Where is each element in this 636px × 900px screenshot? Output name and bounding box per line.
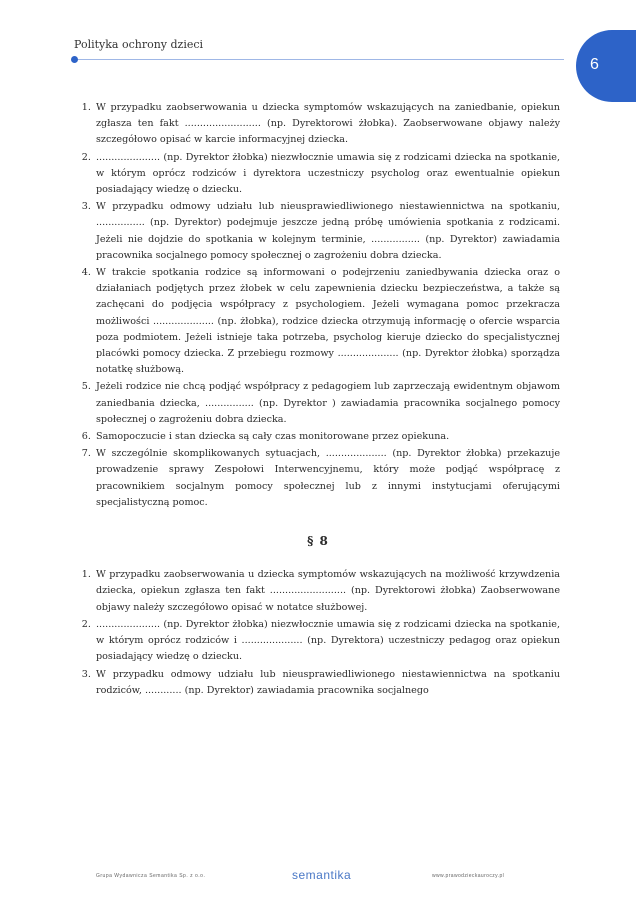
list-item: 7. W szczególnie skomplikowanych sytuacjach, .................... (np. Dyrektor żłobka) przekazuje prowadzenie sprawy Zespołowi Interwencyjnemu, który może podjąć współpracę z pracownikiem socjalnym pomocy społecznej lub z innymi instytucjami oferującymi specjalistyczną pomoc.: [94, 446, 560, 511]
document-body: [76, 100, 560, 700]
footer-publisher: Grupa Wydawnicza Semantika Sp. z o.o.: [96, 873, 206, 879]
list-item: 5. Jeżeli rodzice nie chcą podjąć współpracy z pedagogiem lub zaprzeczają ewidentnym objawom zaniedbania dziecka, ................ (np. Dyrektor ) zawiadamia pracownika socjalnego pomocy społecznej o zagrożeniu dobra dziecka.: [94, 379, 560, 428]
section-2-title: § 8: [307, 534, 329, 549]
footer-website: www.prawodzieckauroczy.pl: [432, 873, 505, 879]
section-2-list: [76, 567, 560, 699]
section-1-list: [76, 100, 560, 511]
list-item: 2. ..................... (np. Dyrektor żłobka) niezwłocznie umawia się z rodzicami dziecka na spotkanie, w którym oprócz rodziców i dyrektora uczestniczy psycholog oraz ewentualnie opiekun posiadający wiedzę o dziecku.: [94, 150, 560, 199]
list-item: 2. ..................... (np. Dyrektor żłobka) niezwłocznie umawia się z rodzicami dziecka na spotkanie, w którym oprócz rodziców i .................... (np. Dyrektora) uczestniczy pedagog oraz opiekun posiadający wiedzę o dziecku.: [94, 617, 560, 666]
page-number: 6: [590, 56, 599, 73]
list-item: 1. W przypadku zaobserwowania u dziecka symptomów wskazujących na możliwość krzywdzenia dziecka, opiekun zgłasza ten fakt ......................... (np. Dyrektorowi żłobka) Zaobserwowane objawy należy szczegółowo opisać w notatce służbowej.: [94, 567, 560, 616]
list-item: 6. Samopoczucie i stan dziecka są cały czas monitorowane przez opiekuna.: [94, 429, 560, 445]
page-badge: [576, 30, 636, 102]
footer-logo: semantika: [292, 868, 352, 882]
header-rule: [74, 59, 564, 60]
header-dot: [71, 56, 78, 63]
list-item: 1. W przypadku zaobserwowania u dziecka symptomów wskazujących na zaniedbanie, opiekun zgłasza ten fakt ......................... (np. Dyrektorowi żłobka). Zaobserwowane objawy należy szczegółowo opisać w karcie informacyjnej dziecka.: [94, 100, 560, 149]
list-item: 3. W przypadku odmowy udziału lub nieusprawiedliwionego niestawiennictwa na spotkaniu rodziców, ............ (np. Dyrektor) zawiadamia pracownika socjalnego: [94, 667, 560, 699]
list-item: 3. W przypadku odmowy udziału lub nieusprawiedliwionego niestawiennictwa na spotkaniu, ................ (np. Dyrektor) podejmuje jeszcze jedną próbę umówienia spotkania z rodzicami. Jeżeli nie dojdzie do spotkania w kolejnym terminie, ................ (np. Dyrektor) zawiadamia pracownika socjalnego pomocy społecznej o zagrożeniu dobra dziecka.: [94, 199, 560, 264]
header-title: Polityka ochrony dzieci: [74, 38, 204, 51]
list-item: 4. W trakcie spotkania rodzice są informowani o podejrzeniu zaniedbywania dziecka oraz o działaniach podjętych przez żłobek w celu zapewnienia dziecku bezpieczeństwa, a także są zachęcani do podjęcia współpracy z psychologiem. Jeżeli wymagana pomoc przekracza możliwości .................... (np. żłobka), rodzice dziecka otrzymują informację o ofercie wsparcia poza podmiotem. Jeżeli istnieje taka potrzeba, psycholog kieruje dziecko do specjalistycznej placówki pomocy dziecka. Z przebiegu rozmowy .................... (np. Dyrektor żłobka) sporządza notatkę służbową.: [94, 265, 560, 378]
